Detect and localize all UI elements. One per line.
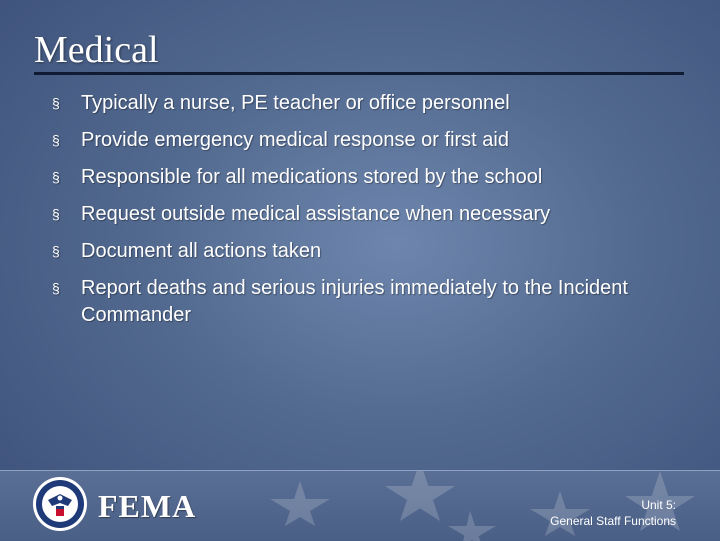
bullet-item <box>52 127 692 154</box>
bullet-item <box>52 238 692 265</box>
bullet-text: Typically a nurse, PE teacher or office personnel <box>81 92 510 114</box>
unit-number: Unit 5: <box>641 498 676 512</box>
bullet-list <box>52 90 692 339</box>
bullet-item <box>52 90 692 117</box>
unit-title: General Staff Functions <box>550 514 676 528</box>
title-underline <box>34 72 684 75</box>
bullet-text: Request outside medical assistance when necessary <box>81 203 551 225</box>
bullet-marker-icon: § <box>52 243 60 259</box>
fema-logo: FEMA <box>98 488 197 524</box>
bullet-marker-icon: § <box>52 280 60 296</box>
bullet-marker-icon: § <box>52 95 60 111</box>
bullet-marker-icon: § <box>52 206 60 222</box>
bullet-item <box>52 164 692 191</box>
bullet-text: Report deaths and serious injuries immediately to the Incident Commander <box>81 277 628 326</box>
bullet-text: Responsible for all medications stored by the school <box>81 166 543 188</box>
dhs-seal-icon <box>32 476 88 532</box>
bullet-marker-icon: § <box>52 169 60 185</box>
unit-label <box>550 497 676 529</box>
slide-title: Medical <box>34 29 159 71</box>
bullet-item <box>52 275 692 329</box>
bullet-text: Provide emergency medical response or first aid <box>81 129 509 151</box>
bullet-text: Document all actions taken <box>81 240 322 262</box>
bullet-marker-icon: § <box>52 132 60 148</box>
bullet-item <box>52 201 692 228</box>
